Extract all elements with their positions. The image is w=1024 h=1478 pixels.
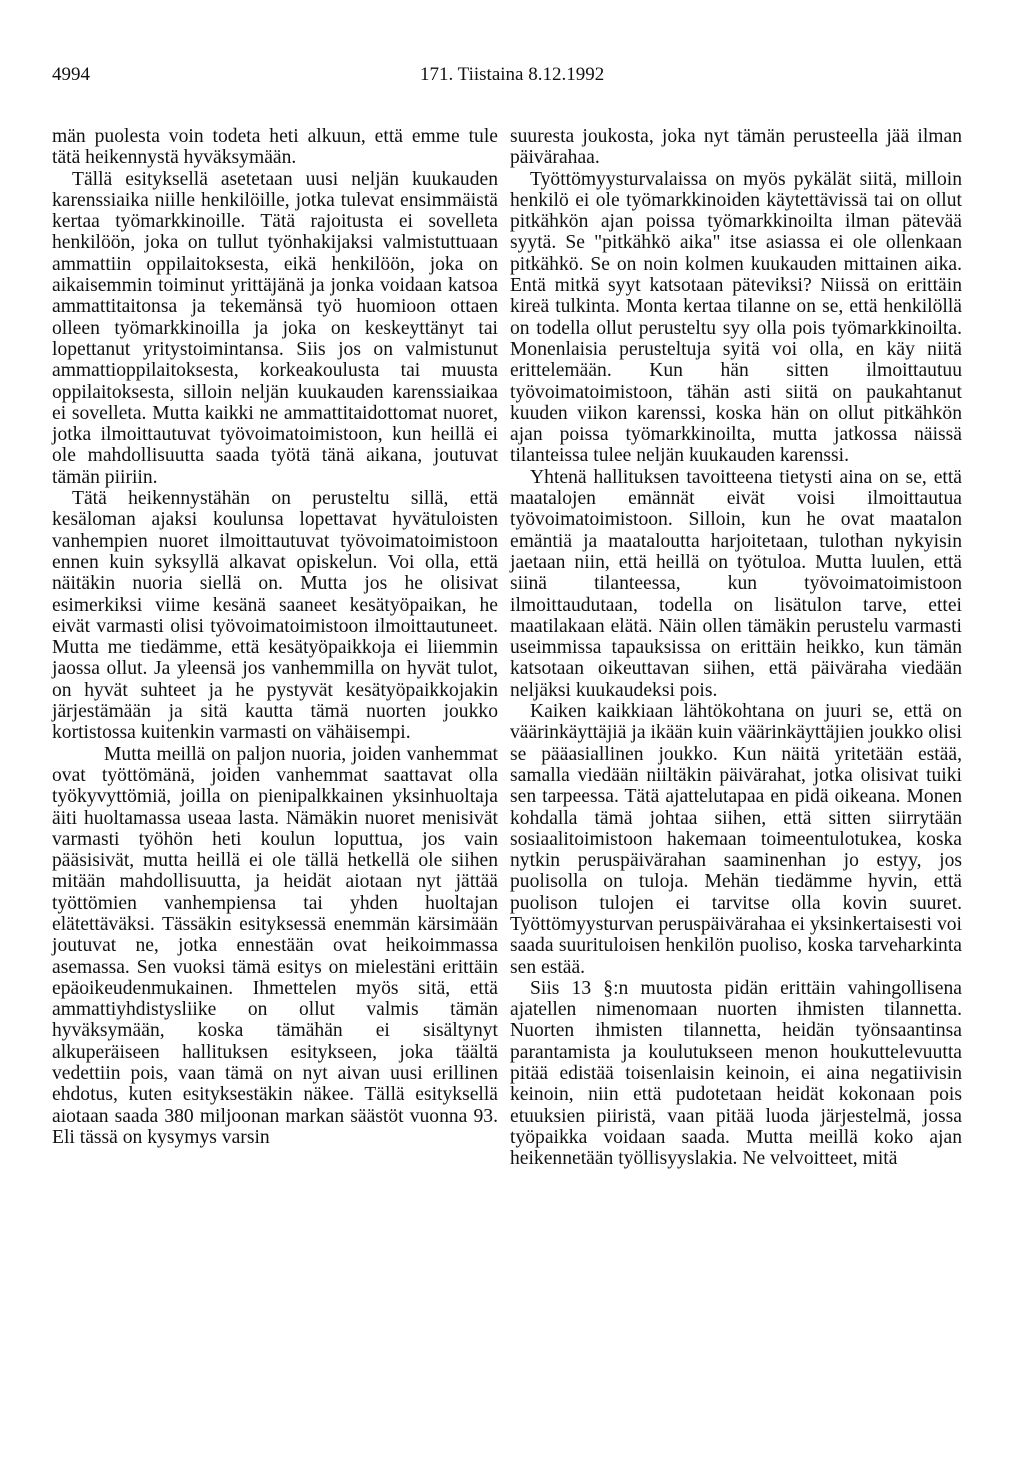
paragraph: män puolesta voin todeta heti alkuun, että emme tule tätä heikennystä hyväksymään. — [52, 126, 498, 169]
paragraph: Yhtenä hallituksen tavoitteena tietysti aina on se, että maatalojen emännät eivät voisi ilmoittautua työvoimatoimistoon. Silloin, kun he ovat maatalon emäntiä ja maataloutta harjoitetaan, tulothan nykyisin jaetaan niin, että heillä on työtuloa. Mutta luulen, että siinä tilanteessa, kun työvoimatoimistoon ilmoittaudutaan, todella on lisätulon tarve, ettei maatilakaan elätä. Näin ollen tämäkin perustelu varmasti useimmissa tapauksissa on erittäin heikko, kun tämän katsotaan oikeuttavan siihen, että päiväraha viedään neljäksi kuukaudeksi pois. — [510, 466, 962, 701]
paragraph: suuresta joukosta, joka nyt tämän perusteella jää ilman päivärahaa. — [510, 126, 962, 169]
page-header — [52, 64, 972, 88]
right-column — [510, 126, 962, 1170]
page-number: 4994 — [52, 64, 90, 85]
paragraph: Tätä heikennystähän on perusteltu sillä, että kesäloman ajaksi koulunsa lopettavat hyvätuloisten vanhempien nuoret ilmoittautuvat työvoimatoimistoon ennen kuin syksyllä alkavat opiskelun. Voi olla, että näitäkin nuoria siellä on. Mutta jos he olisivat esimerkiksi viime kesänä saaneet kesätyöpaikan, he eivät varmasti olisi työvoimatoimistoon ilmoittautuneet. Mutta me tiedämme, että kesätyöpaikkoja ei liiemmin jaossa ollut. Ja yleensä jos vanhemmilla on hyvät tulot, on hyvät suhteet ja he pystyvät kesätyöpaikkojakin järjestämään ja sitä kautta tämä nuorten joukko kortistossa kuitenkin varmasti on vähäisempi. — [52, 488, 498, 744]
paragraph: Kaiken kaikkiaan lähtökohtana on juuri se, että on väärinkäyttäjiä ja ikään kuin väärinkäyttäjien joukko olisi se pääasiallinen joukko. Kun näitä yritetään estää, samalla viedään niiltäkin päivärahat, jotka olisivat tuiki sen tarpeessa. Tätä ajattelutapaa en pidä oikeana. Monen kohdalla tämä johtaa siihen, että sitten siirrytään sosiaalitoimistoon hakemaan toimeentulotukea, koska nytkin peruspäivärahan saaminenhan jo estyy, jos puolisolla on tuloja. Mehän tiedämme hyvin, että puolison tulojen ei tarvitse olla kovin suuret. Työttömyysturvan peruspäivärahaa ei yksinkertaisesti voi saada suurituloisen henkilön puoliso, koska tarveharkinta sen estää. — [510, 701, 962, 978]
left-column — [52, 126, 498, 1148]
paragraph: Mutta meillä on paljon nuoria, joiden vanhemmat ovat työttömänä, joiden vanhemmat saattavat olla työkyvyttömiä, joilla on pienipalkkainen yksinhuoltaja äiti huoltamassa useaa lasta. Nämäkin nuoret menisivät varmasti työhön heti koulun loputtua, jos vain pääsisivät, mutta heillä ei ole tällä hetkellä ole siihen mitään mahdollisuutta, ja heidät aiotaan nyt jättää työttömien vanhempiensa tai yhden huoltajan elätettäväksi. Tässäkin esityksessä enemmän kärsimään joutuvat ne, jotka ennestään ovat heikoimmassa asemassa. Sen vuoksi tämä esitys on mielestäni erittäin epäoikeudenmukainen. Ihmettelen myös sitä, että ammattiyhdistysliike on ollut valmis tämän hyväksymään, koska tämähän ei sisältynyt alkuperäiseen hallituksen esitykseen, joka täältä vedettiin pois, vaan tämä on nyt aivan uusi erillinen ehdotus, kuten esityksestäkin näkee. Tällä esityksellä aiotaan saada 380 miljoonan markan säästöt vuonna 93. Eli tässä on kysymys varsin — [52, 743, 498, 1148]
session-title: 171. Tiistaina 8.12.1992 — [420, 64, 605, 85]
paragraph: Työttömyysturvalaissa on myös pykälät siitä, milloin henkilö ei ole työmarkkinoiden käytettävissä tai on ollut pitkähkön ajan poissa työmarkkinoilta ilman pätevää syytä. Se "pitkähkö aika" itse asiassa ei ole ollenkaan pitkähkö. Se on noin kolmen kuukauden mittainen aika. Entä mitkä syyt katsotaan päteviksi? Niissä on erittäin kireä tulkinta. Monta kertaa tilanne on se, että henkilöllä on todella ollut perusteltu syy olla pois työmarkkinoilta. Monenlaisia perusteltuja syitä voi olla, en käy niitä erittelemään. Kun hän sitten ilmoittautuu työvoimatoimistoon, tähän asti siitä on paukahtanut kuuden viikon karenssi, koska hän on ollut pitkähkön ajan poissa työmarkkinoilta, mutta jatkossa näissä tilanteissa tulee neljän kuukauden karenssi. — [510, 168, 962, 467]
paragraph: Tällä esityksellä asetetaan uusi neljän kuukauden karenssiaika niille henkilöille, jotka tulevat ensimmäistä kertaa työmarkkinoille. Tätä rajoitusta ei sovelleta henkilöön, joka on tullut työnhakijaksi valmistuttuaan ammattiin oppilaitoksesta, eikä henkilöön, joka on aikaisemmin toiminut yrittäjänä ja jonka voidaan katsoa ammattitaitonsa ja tekemänsä työ huomioon ottaen olleen työmarkkinoilla ja joka on keskeyttänyt tai lopettanut yritystoimintansa. Siis jos on valmistunut ammattioppilaitoksesta, korkeakoulusta tai muusta oppilaitoksesta, silloin neljän kuukauden karenssiaikaa ei sovelleta. Mutta kaikki ne ammattitaidottomat nuoret, jotka ilmoittautuvat työvoimatoimistoon, kun heillä ei ole mahdollisuutta saada työtä tänä aikana, joutuvat tämän piiriin. — [52, 168, 498, 488]
paragraph: Siis 13 §:n muutosta pidän erittäin vahingollisena ajatellen nimenomaan nuorten ihmisten tilannetta. Nuorten ihmisten tilannetta, heidän työnsaantinsa parantamista ja koulutukseen menon houkuttelevuutta pitää edistää toisenlaisin keinoin, ei aina negatiivisin keinoin, niin että pudotetaan heidät kokonaan pois etuuksien piiristä, vaan pitää luoda järjestelmä, jossa työpaikka voidaan saada. Mutta meillä koko ajan heikennetään työllisyyslakia. Ne velvoitteet, mitä — [510, 977, 962, 1170]
